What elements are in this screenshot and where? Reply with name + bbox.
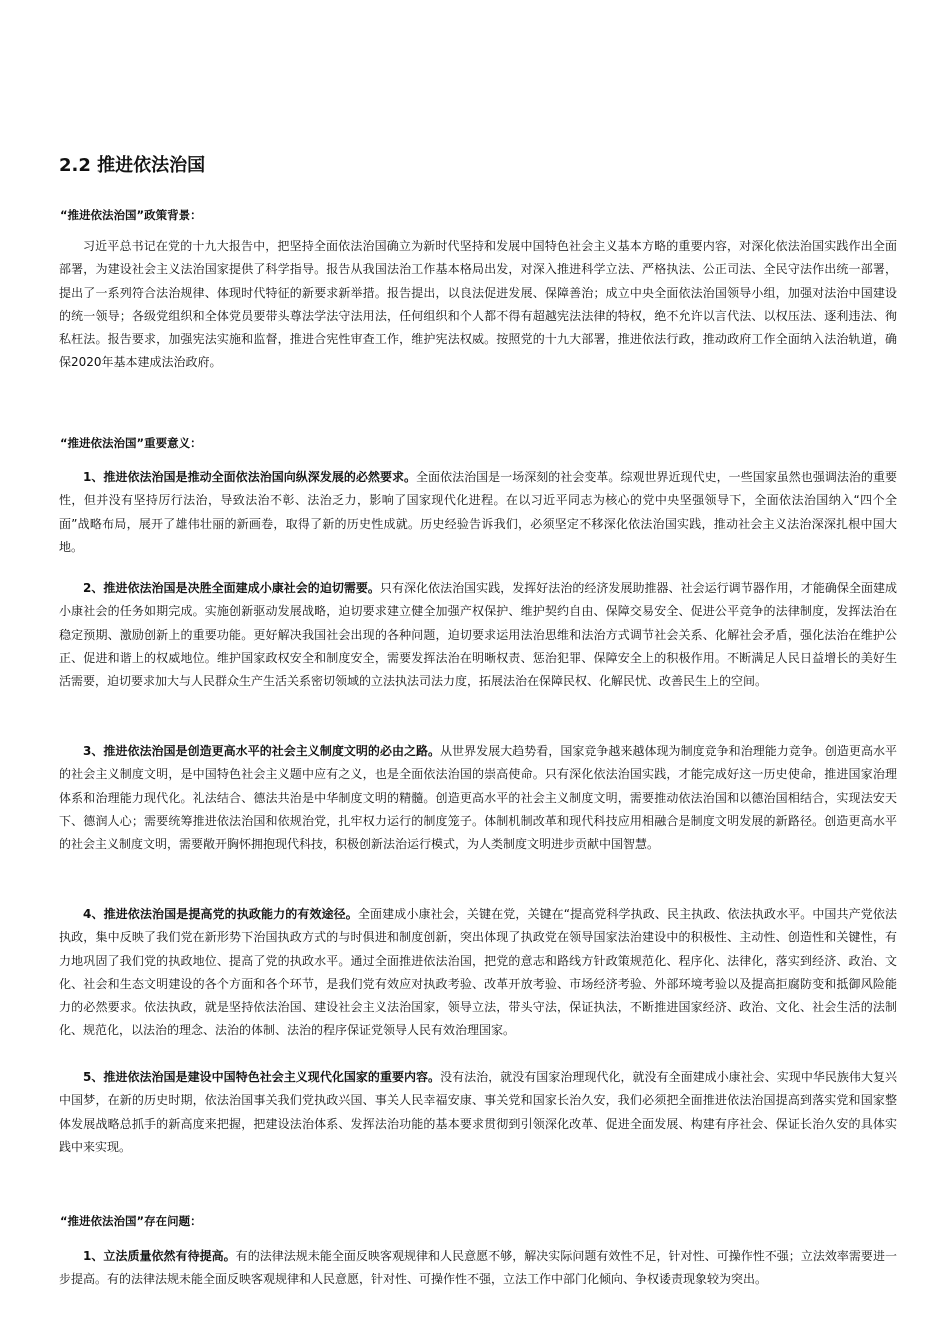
significance-item-3 — [59, 740, 897, 856]
significance-item-1-text: 全面依法治国是一场深刻的社会变革。综观世界近现代史，一些国家虽然也强调法治的重要性，但并没有坚持厉行法治，导致法治不彰、法治乏力，影响了国家现代化进程。在以习近平同志为核心的党中央坚强领导下，全面依法治国纳入“四个全面”战略布局，展开了雄伟壮丽的新画卷，取得了新的历史性成就。历史经验告诉我们，必须坚定不移深化依法治国实践，推动社会主义法治深深扎根中国大地。 — [59, 470, 897, 554]
background-heading: “推进依法治国”政策背景： — [60, 208, 202, 222]
significance-item-5-lead: 5、推进依法治国是建设中国特色社会主义现代化国家的重要内容。 — [83, 1070, 441, 1084]
significance-item-4-text: 全面建成小康社会，关键在党，关键在“提高党科学执政、民主执政、依法执政水平。中国共产党依法执政，集中反映了我们党在新形势下治国执政方式的与时俱进和制度创新，突出体现了执政党在领导国家法治建设中的积极性、主动性、创造性和关键性，有力地巩固了我们党的执政地位、提高了党的执政水平。通过全面推进依法治国，把党的意志和路线方针政策规范化、程序化、法律化，落实到经济、政治、文化、社会和生态文明建设的各个方面和各个环节，是我们党有效应对执政考验、改革开放考验、市场经济考验、外部环境考验以及提高拒腐防变和抵御风险能力的必然要求。依法执政，就是坚持依法治国、建设社会主义法治国家，领导立法，带头守法，保证执法，不断推进国家经济、政治、文化、社会生活的法制化、规范化，以法治的理念、法治的体制、法治的程序保证党领导人民有效治理国家。 — [59, 907, 897, 1038]
significance-item-2 — [59, 577, 897, 693]
significance-item-5 — [59, 1066, 897, 1159]
significance-item-3-text: 从世界发展大趋势看，国家竞争越来越体现为制度竞争和治理能力竞争。创造更高水平的社会主义制度文明，是中国特色社会主义题中应有之义，也是全面依法治国的崇高使命。只有深化依法治国实践，才能完成好这一历史使命，推进国家治理体系和治理能力现代化。礼法结合、德法共治是中华制度文明的精髓。创造更高水平的社会主义制度文明，需要推动依法治国和以德治国相结合，实现法安天下、德润人心；需要统筹推进依法治国和依规治党，扎牢权力运行的制度笼子。体制机制改革和现代科技应用相融合是制度文明发展的新路径。创造更高水平的社会主义制度文明，需要敞开胸怀拥抱现代科技，积极创新法治运行模式，为人类制度文明进步贡献中国智慧。 — [59, 744, 897, 852]
significance-item-3-lead: 3、推进依法治国是创造更高水平的社会主义制度文明的必由之路。 — [83, 744, 441, 758]
significance-item-4 — [59, 903, 897, 1043]
significance-item-2-lead: 2、推进依法治国是决胜全面建成小康社会的迫切需要。 — [83, 581, 380, 595]
page-title: 2.2 推进依法治国 — [59, 155, 206, 176]
problems-heading: “推进依法治国”存在问题： — [60, 1214, 202, 1228]
background-paragraph: 习近平总书记在党的十九大报告中，把坚持全面依法治国确立为新时代坚持和发展中国特色社会主义基本方略的重要内容，对深化依法治国实践作出全面部署，为建设社会主义法治国家提供了科学指导。报告从我国法治工作基本格局出发，对深入推进科学立法、严格执法、公正司法、全民守法作出统一部署，提出了一系列符合法治规律、体现时代特征的新要求新举措。报告提出，以良法促进发展、保障善治；成立中央全面依法治国领导小组，加强对法治中国建设的统一领导；各级党组织和全体党员要带头尊法学法守法用法，任何组织和个人都不得有超越宪法法律的特权，绝不允许以言代法、以权压法、逐利违法、徇私枉法。报告要求，加强宪法实施和监督，推进合宪性审查工作，维护宪法权威。按照党的十九大部署，推进依法行政，推动政府工作全面纳入法治轨道，确保2020年基本建成法治政府。 — [59, 239, 897, 370]
problems-item-1-lead: 1、立法质量依然有待提高。 — [83, 1249, 236, 1263]
significance-heading: “推进依法治国”重要意义： — [60, 436, 202, 450]
significance-item-5-text: 没有法治，就没有国家治理现代化，就没有全面建成小康社会、实现中华民族伟大复兴中国梦，在新的历史时期，依法治国事关我们党执政兴国、事关人民幸福安康、事关党和国家长治久安，我们必须把全面推进依法治国提高到落实党和国家整体发展战略总抓手的新高度来把握，把建设法治体系、发挥法治功能的基本要求贯彻到引领深化改革、促进全面发展、构建有序社会、保证长治久安的具体实践中来实现。 — [59, 1070, 897, 1154]
significance-item-4-lead: 4、推进依法治国是提高党的执政能力的有效途径。 — [83, 907, 358, 921]
problems-item-1-text: 有的法律法规未能全面反映客观规律和人民意愿不够，解决实际问题有效性不足，针对性、可操作性不强；立法效率需要进一步提高。有的法律法规未能全面反映客观规律和人民意愿，针对性、可操作性不强，立法工作中部门化倾向、争权诿责现象较为突出。 — [59, 1249, 897, 1287]
significance-item-1-lead: 1、推进依法治国是推动全面依法治国向纵深发展的必然要求。 — [83, 470, 417, 484]
significance-item-2-text: 只有深化依法治国实践，发挥好法治的经济发展助推器、社会运行调节器作用，才能确保全面建成小康社会的任务如期完成。实施创新驱动发展战略，迫切要求建立健全加强产权保护、维护契约自由、保障交易安全、促进公平竞争的法律制度，发挥法治在稳定预期、激励创新上的重要功能。更好解决我国社会出现的各种问题，迫切要求运用法治思维和法治方式调节社会关系、化解社会矛盾，强化法治在维护公正、促进和谐上的权威地位。维护国家政权安全和制度安全，需要发挥法治在明晰权责、惩治犯罪、保障安全上的积极作用。不断满足人民日益增长的美好生活需要，迫切要求加大与人民群众生产生活关系密切领域的立法执法司法力度，拓展法治在保障民权、化解民忧、改善民生上的空间。 — [59, 581, 897, 689]
significance-item-1 — [59, 466, 897, 559]
problems-item-1 — [59, 1245, 897, 1292]
